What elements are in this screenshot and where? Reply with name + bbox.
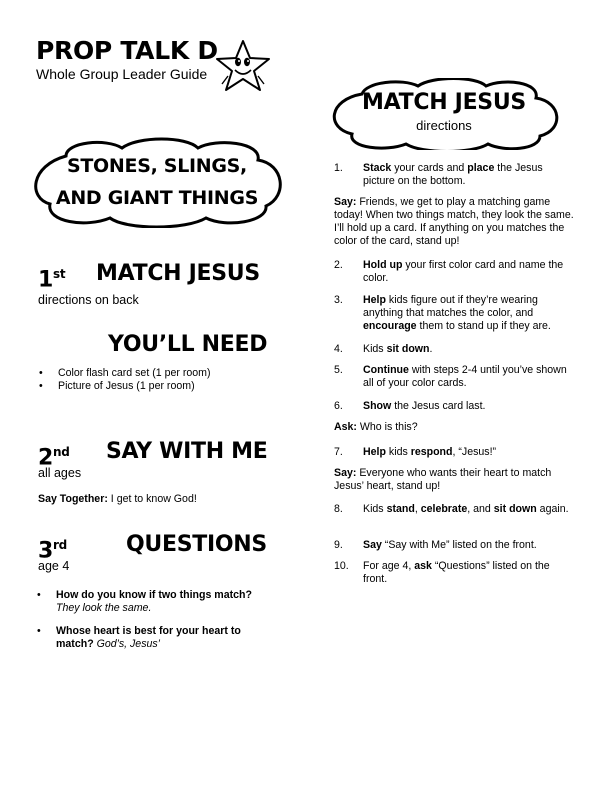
say-paragraph: Say: Everyone who wants their heart to match Jesus’ heart, stand up! bbox=[334, 467, 552, 492]
say-together: Say Together: I get to know God! bbox=[38, 493, 197, 505]
page-subtitle: Whole Group Leader Guide bbox=[36, 66, 208, 82]
list-item: • Picture of Jesus (1 per room) bbox=[39, 380, 195, 392]
section3-ordinal: 3rd bbox=[38, 538, 67, 564]
step-9: 9. Say “Say with Me” listed on the front. bbox=[334, 539, 537, 551]
step-8: 8. Kids stand, celebrate, and sit down again. bbox=[334, 503, 569, 515]
step-7: 7. Help kids respond, “Jesus!” bbox=[334, 446, 497, 458]
list-item: • Color flash card set (1 per room) bbox=[39, 367, 211, 379]
step-5: 5. Continue with steps 2-4 until you’ve shown all of your color cards. bbox=[334, 364, 567, 389]
step-1: 1. Stack your cards and place the Jesus picture on the bottom. bbox=[334, 162, 543, 187]
directions-cloud bbox=[326, 78, 562, 150]
step-4: 4. Kids sit down. bbox=[334, 343, 433, 355]
section3-title: QUESTIONS bbox=[126, 532, 267, 557]
say-paragraph: Say: Friends, we get to play a matching game today! When two things match, they look the same. I’ll hold up a card. If anything on you matches the color of the card, stand up! bbox=[334, 196, 574, 247]
step-2: 2. Hold up your first color card and name the color. bbox=[334, 259, 564, 284]
section1-note: directions on back bbox=[38, 293, 139, 307]
directions-cloud-subtitle: directions bbox=[416, 118, 472, 133]
step-3: 3. Help kids figure out if they’re wearing anything that matches the color, and encourage them to stand up if they are. bbox=[334, 294, 551, 332]
ask-paragraph: Ask: Who is this? bbox=[334, 421, 418, 433]
list-item-text: Color flash card set (1 per room) bbox=[58, 367, 211, 379]
youll-need-title: YOU’LL NEED bbox=[108, 332, 268, 357]
question-item: • How do you know if two things match? They look the same. bbox=[37, 589, 252, 614]
section3-note: age 4 bbox=[38, 559, 70, 573]
title-cloud-line2: AND GIANT THINGS bbox=[55, 187, 259, 209]
step-6: 6. Show the Jesus card last. bbox=[334, 400, 486, 412]
section1-title: MATCH JESUS bbox=[96, 261, 260, 286]
star-mascot-icon bbox=[214, 38, 272, 94]
list-item-text: Picture of Jesus (1 per room) bbox=[58, 380, 195, 392]
section2-ordinal: 2nd bbox=[38, 445, 70, 471]
title-cloud-line1: STONES, SLINGS, bbox=[67, 155, 247, 177]
directions-cloud-title: MATCH JESUS bbox=[362, 90, 526, 115]
page-title: PROP TALK D bbox=[36, 36, 218, 65]
section2-title: SAY WITH ME bbox=[106, 439, 268, 464]
section1-ordinal: 1st bbox=[38, 267, 66, 293]
title-cloud bbox=[26, 136, 288, 228]
section2-note: all ages bbox=[38, 466, 82, 480]
step-10: 10. For age 4, ask “Questions” listed on the front. bbox=[334, 560, 550, 585]
question-item: • Whose heart is best for your heart to match? God’s, Jesus’ bbox=[37, 625, 241, 650]
